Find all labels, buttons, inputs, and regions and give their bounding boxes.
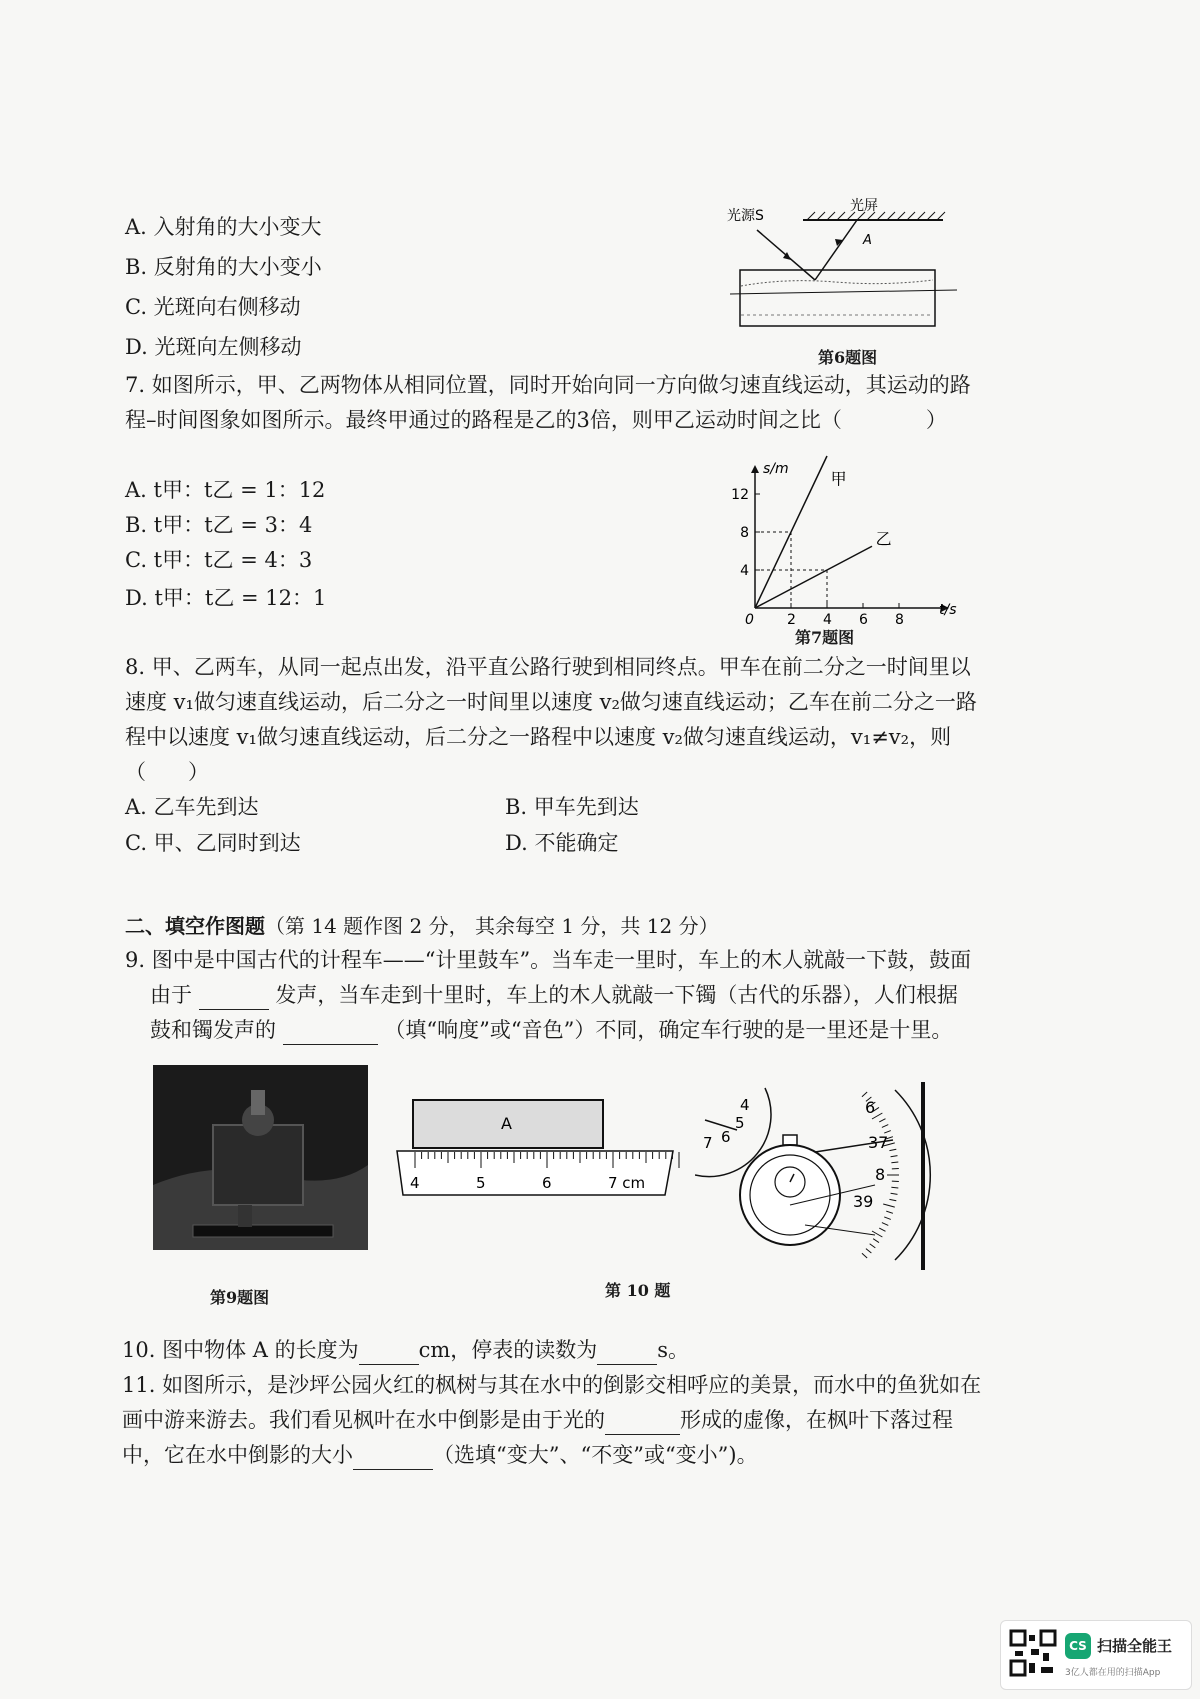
y-axis-label: s/m xyxy=(763,461,789,477)
q11-text-2a: 画中游来游去。我们看见枫叶在水中倒影是由于光的 xyxy=(122,1408,605,1432)
object-a-label: A xyxy=(501,1114,512,1133)
q9-text-3a: 鼓和镯发声的 xyxy=(150,1018,276,1042)
qr-code-icon xyxy=(1009,1629,1057,1677)
light-source-label: 光源S xyxy=(727,208,764,224)
ruler-tick-6: 6 xyxy=(542,1174,552,1192)
q9-caption: 第9题图 xyxy=(210,1288,270,1307)
q11-blank-2[interactable] xyxy=(353,1447,433,1470)
section2-heading xyxy=(125,910,719,939)
big-dial-arc xyxy=(895,1090,930,1260)
q9-stem-line2 xyxy=(150,980,958,1010)
cs-logo-icon: CS xyxy=(1065,1633,1091,1659)
dial-tick-mark xyxy=(872,1231,882,1237)
q7-option-a: A. t甲：t乙 = 1：12 xyxy=(125,478,326,502)
q10-stem xyxy=(122,1335,689,1365)
section2-title: 二、填空作图题 xyxy=(125,914,265,938)
x-tick-label-2: 2 xyxy=(787,612,796,625)
y-axis-arrow xyxy=(751,465,759,473)
q9-text-3b: （填“响度”或“音色”）不同，确定车行驶的是一里还是十里。 xyxy=(384,1018,953,1042)
dial-tick-mark xyxy=(889,1149,896,1150)
dial-tick-mark xyxy=(883,1204,895,1207)
dial-tick-mark xyxy=(879,1228,885,1231)
q8-option-b: B. 甲车先到达 xyxy=(505,795,639,819)
q9-photo-drum-cart xyxy=(153,1065,368,1250)
q8-stem-line3: 程中以速度 v₁做匀速直线运动，后二分之一路程中以速度 v₂做匀速直线运动，v₁≠v₂，则 xyxy=(125,725,952,749)
q6-figure xyxy=(725,190,975,340)
q10-ruler-figure xyxy=(395,1095,680,1205)
q9-blank-1[interactable] xyxy=(199,987,269,1010)
x-tick-label-0: 0 xyxy=(745,612,754,625)
screen-label: 光屏 xyxy=(850,198,878,214)
small-dial-7: 7 xyxy=(703,1134,713,1152)
section2-note: （第 14 题作图 2 分， 其余每空 1 分，共 12 分） xyxy=(265,914,719,938)
q9-text-2a: 由于 xyxy=(150,983,192,1007)
water-tank xyxy=(740,270,935,326)
big-dial-8: 8 xyxy=(875,1165,886,1184)
ruler-tick-7cm: 7 cm xyxy=(608,1174,646,1192)
dial-tick-mark xyxy=(873,1239,879,1243)
dial-tick-mark xyxy=(862,1253,867,1258)
series-line-0 xyxy=(755,456,827,608)
dial-tick-mark xyxy=(882,1223,888,1226)
dial-tick-mark xyxy=(891,1187,898,1188)
dial-tick-mark xyxy=(879,1119,885,1122)
q10-text-a: 10. 图中物体 A 的长度为 xyxy=(122,1338,359,1362)
badge-subtitle: 3亿人都在用的扫描App xyxy=(1065,1668,1161,1678)
q10-text-b: cm，停表的读数为 xyxy=(418,1338,598,1362)
q7-chart xyxy=(720,430,960,625)
q6-caption: 第6题图 xyxy=(818,348,878,367)
q8-option-d: D. 不能确定 xyxy=(505,831,619,855)
q9-stem-line3 xyxy=(150,1015,952,1045)
dial-tick-mark xyxy=(886,1211,893,1213)
q11-stem-line2 xyxy=(122,1405,953,1435)
water-texture xyxy=(741,280,933,286)
series-label-yi: 乙 xyxy=(875,529,892,549)
dial-tick-mark xyxy=(882,1125,888,1128)
small-dial-6: 6 xyxy=(721,1128,731,1146)
x-tick-label-4: 4 xyxy=(823,612,832,625)
q10-blank-length[interactable] xyxy=(359,1342,419,1365)
q9-blank-2[interactable] xyxy=(283,1022,378,1045)
q9-text-2b: 发声，当车走到十里时，车上的木人就敲一下镯（古代的乐器），人们根据 xyxy=(275,983,958,1007)
q7-option-c: C. t甲：t乙 = 4：3 xyxy=(125,548,313,572)
stopwatch-crown xyxy=(783,1135,797,1145)
series-label-jia: 甲 xyxy=(830,469,847,489)
big-dial-6: 6 xyxy=(865,1098,876,1117)
q6-option-a: A. 入射角的大小变大 xyxy=(125,215,322,239)
x-tick-label-6: 6 xyxy=(859,612,868,625)
y-tick-label-8: 8 xyxy=(740,525,749,541)
water-surface-line xyxy=(730,290,957,294)
y-tick-label-12: 12 xyxy=(731,487,749,503)
q10-caption: 第 10 题 xyxy=(605,1281,671,1300)
q8-option-c: C. 甲、乙同时到达 xyxy=(125,831,301,855)
q11-stem-line3 xyxy=(122,1440,758,1470)
dial-tick-mark xyxy=(870,1244,876,1248)
q10-stopwatch-figure xyxy=(695,1080,945,1275)
dial-tick-mark xyxy=(884,1217,891,1220)
scanner-app-badge xyxy=(1000,1620,1192,1690)
q6-option-b: B. 反射角的大小变小 xyxy=(125,255,322,279)
q8-stem-line4: （ ） xyxy=(125,760,209,784)
q10-blank-time[interactable] xyxy=(597,1342,657,1365)
q8-stem-line1: 8. 甲、乙两车，从同一起点出发，沿平直公路行驶到相同终点。甲车在前二分之一时间里以 xyxy=(125,655,971,679)
series-line-1 xyxy=(755,546,872,608)
q6-option-d: D. 光斑向左侧移动 xyxy=(125,335,302,359)
dial-tick-mark xyxy=(889,1199,896,1200)
q8-stem-line2: 速度 v₁做匀速直线运动，后二分之一时间里以速度 v₂做匀速直线运动；乙车在前二分之一路 xyxy=(125,690,977,714)
dial-tick-mark xyxy=(862,1092,867,1097)
small-dial-5: 5 xyxy=(735,1114,745,1132)
x-tick-label-8: 8 xyxy=(895,612,904,625)
big-dial-37: 37 xyxy=(868,1133,889,1152)
q8-option-a: A. 乙车先到达 xyxy=(125,795,259,819)
q7-stem-line2: 程–时间图象如图所示。最终甲通过的路程是乙的3倍，则甲乙运动时间之比（ ） xyxy=(125,408,947,432)
ruler-tick-5: 5 xyxy=(476,1174,486,1192)
q7-caption: 第7题图 xyxy=(795,628,855,647)
q11-text-3b: （选填“变大”、“不变”或“变小”)。 xyxy=(433,1443,758,1467)
big-dial-39: 39 xyxy=(853,1192,874,1211)
small-dial-4: 4 xyxy=(740,1096,750,1114)
dial-tick-mark xyxy=(891,1193,898,1194)
q11-stem-line1: 11. 如图所示，是沙坪公园火红的枫树与其在水中的倒影交相呼应的美景，而水中的鱼犹如在 xyxy=(122,1373,982,1397)
stopwatch-body xyxy=(740,1145,840,1245)
q7-option-d: D. t甲：t乙 = 12：1 xyxy=(125,586,327,610)
q11-text-3a: 中，它在水中倒影的大小 xyxy=(122,1443,353,1467)
q11-blank-1[interactable] xyxy=(605,1412,680,1435)
q7-stem-line1: 7. 如图所示，甲、乙两物体从相同位置，同时开始向同一方向做匀速直线运动，其运动的路 xyxy=(125,373,971,397)
dial-tick-mark xyxy=(891,1156,898,1157)
dial-tick-mark xyxy=(866,1249,871,1253)
badge-title: 扫描全能王 xyxy=(1097,1637,1173,1655)
q11-text-2b: 形成的虚像，在枫叶下落过程 xyxy=(680,1408,953,1432)
q9-stem-line1: 9. 图中是中国古代的计程车——“计里鼓车”。当车走一里时，车上的木人就敲一下鼓，鼓面 xyxy=(125,948,972,972)
dial-tick-mark xyxy=(891,1162,898,1163)
ruler-tick-4: 4 xyxy=(410,1174,420,1192)
reflected-ray xyxy=(815,220,857,280)
q10-text-c: s。 xyxy=(657,1338,690,1362)
x-axis-label: t/s xyxy=(939,602,957,618)
q6-option-c: C. 光斑向右侧移动 xyxy=(125,295,301,319)
point-a-label: A xyxy=(863,233,872,248)
y-tick-label-4: 4 xyxy=(740,563,749,579)
q7-option-b: B. t甲：t乙 = 3：4 xyxy=(125,513,313,537)
